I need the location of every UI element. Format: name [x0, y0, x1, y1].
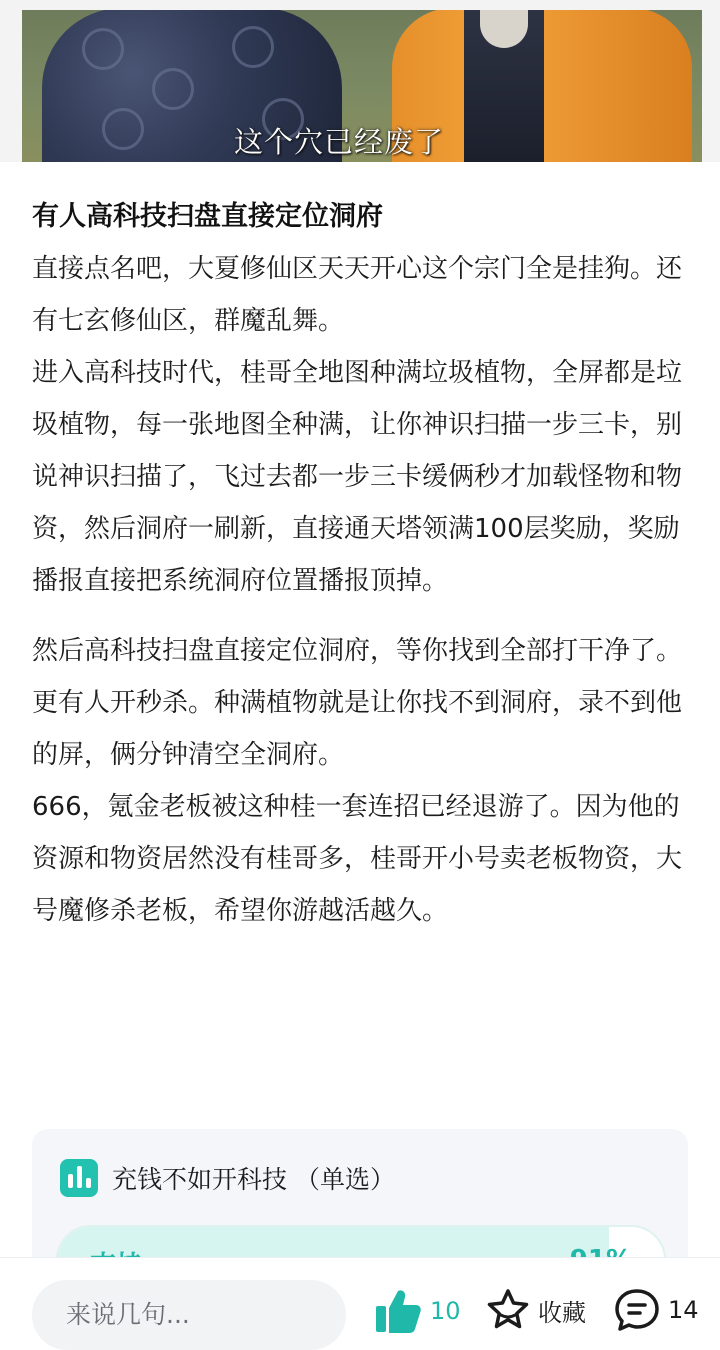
article-paragraph: 然后高科技扫盘直接定位洞府，等你找到全部打干净了。 — [32, 636, 683, 666]
article-paragraph: 更有人开秒杀。种满植物就是让你找不到洞府，录不到他的屏，俩分钟清空全洞府。 — [32, 688, 683, 770]
article-body — [32, 195, 692, 937]
thumbs-up-icon — [374, 1288, 422, 1334]
comments-button[interactable] — [614, 1288, 699, 1332]
poll-title: 充钱不如开科技 （单选） — [112, 1165, 395, 1194]
like-count: 10 — [430, 1297, 461, 1325]
article-paragraph: 进入高科技时代，桂哥全地图种满垃圾植物，全屏都是垃圾植物，每一张地图全种满，让你神识扫描一步三卡，别说神识扫描了，飞过去都一步三卡缓俩秒才加载怪物和物资，然后洞府一刷新，直接通天塔领满100层奖励，奖励播报直接把系统洞府位置播报顶掉。 — [32, 358, 683, 596]
favorite-label: 收藏 — [538, 1298, 586, 1327]
comment-count: 14 — [668, 1296, 699, 1324]
article-title: 有人高科技扫盘直接定位洞府 — [32, 201, 383, 232]
bottom-action-bar — [0, 1257, 720, 1348]
comment-bubble-icon — [614, 1288, 660, 1332]
video-subtitle: 这个穴已经废了 — [234, 125, 445, 159]
like-button[interactable] — [374, 1288, 461, 1334]
article-paragraph: 666，氪金老板被这种桂一套连招已经退游了。因为他的资源和物资居然没有桂哥多，桂哥开小号卖老板物资，大号魔修杀老板，希望你游越活越久。 — [32, 792, 683, 926]
favorite-button[interactable] — [486, 1288, 586, 1332]
article-image[interactable] — [0, 0, 720, 162]
comment-input[interactable]: 来说几句... — [32, 1280, 346, 1350]
poll-chart-icon — [60, 1159, 98, 1197]
star-icon — [486, 1288, 530, 1332]
article-paragraph: 直接点名吧，大夏修仙区天天开心这个宗门全是挂狗。还有七玄修仙区，群魔乱舞。 — [32, 254, 683, 336]
